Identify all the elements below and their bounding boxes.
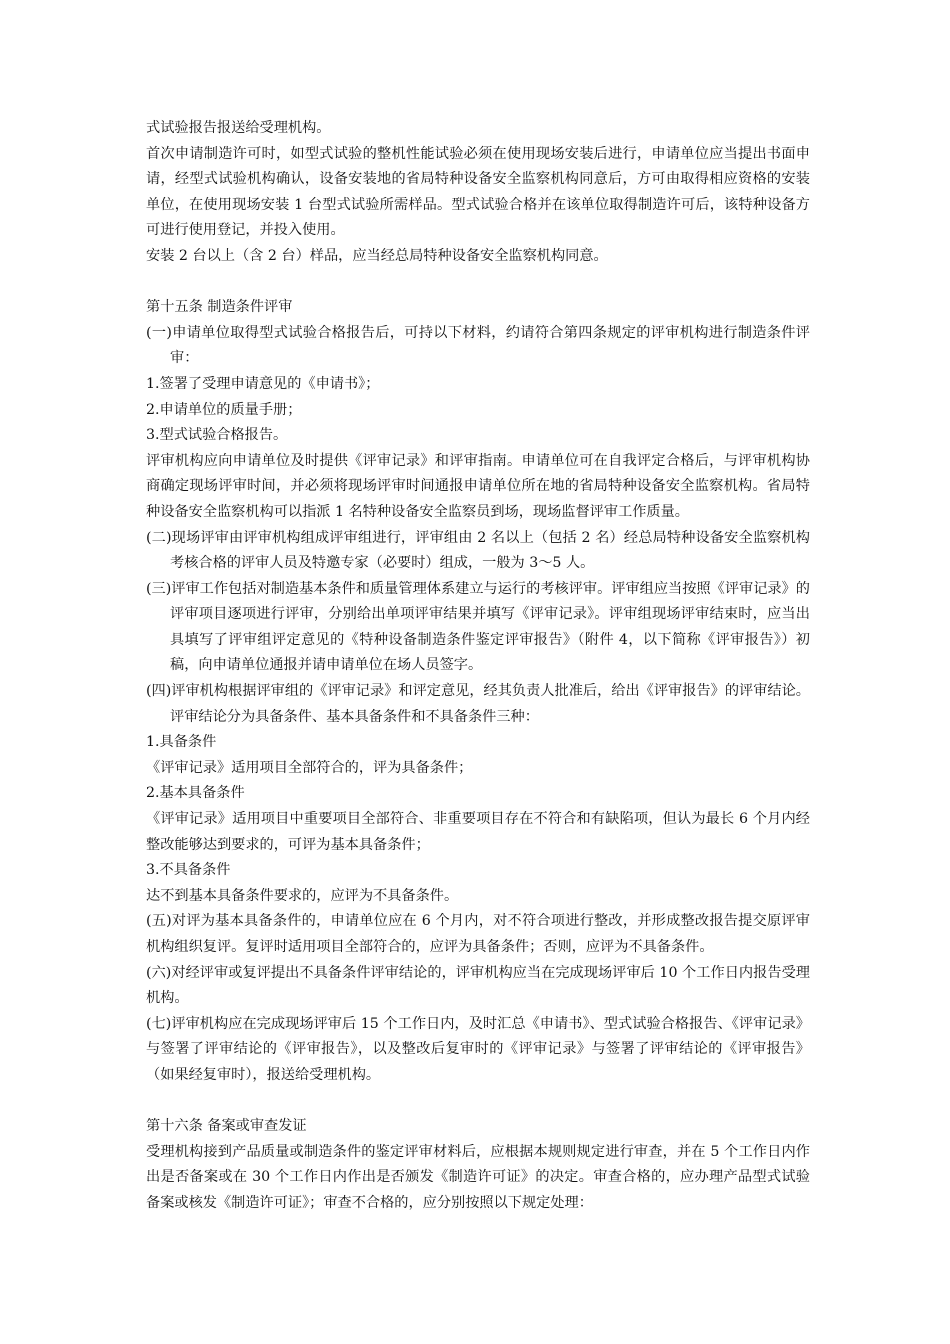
document-body [146, 116, 810, 1217]
article-15-item-2: (二)现场评审由评审机构组成评审组进行，评审组由 2 名以上（包括 2 名）经总局特种设备安全监察机构考核合格的评审人员及特邀专家（必要时）组成，一般为 3～5 人。 [146, 529, 810, 572]
article-15-material-3: 3.型式试验合格报告。 [146, 427, 288, 444]
conclusion-qualified-text: 《评审记录》适用项目全部符合的，评为具备条件； [146, 759, 473, 776]
paragraph-continuation: 式试验报告报送给受理机构。 [146, 120, 331, 136]
conclusion-unqualified-text: 达不到基本具备条件要求的，应评为不具备条件。 [146, 887, 459, 904]
conclusion-basic-title: 2.基本具备条件 [146, 785, 245, 802]
conclusion-unqualified-title: 3.不具备条件 [146, 862, 231, 879]
article-15-item-4: (四)评审机构根据评审组的《评审记录》和评定意见，经其负责人批准后，给出《评审报告》的评审结论。评审结论分为具备条件、基本具备条件和不具备条件三种： [146, 683, 810, 725]
article-15-item-1: (一)申请单位取得型式试验合格报告后，可持以下材料，约请符合第四条规定的评审机构进行制造条件评审： [146, 324, 810, 367]
article-15-material-1: 1.签署了受理申请意见的《申请书》； [146, 375, 380, 392]
conclusion-qualified-title: 1.具备条件 [146, 734, 217, 751]
article-15-item-6: (六)对经评审或复评提出不具备条件评审结论的，评审机构应当在完成现场评审后 10 个工作日内报告受理机构。 [146, 964, 810, 1007]
conclusion-basic-text: 《评审记录》适用项目中重要项目全部符合、非重要项目存在不符合和有缺陷项，但认为最长 6 个月内经整改能够达到要求的，可评为基本具备条件； [146, 811, 810, 853]
section-gap [146, 1089, 810, 1115]
paragraph-first-application: 首次申请制造许可时，如型式试验的整机性能试验必须在使用现场安装后进行，申请单位应当提出书面申请，经型式试验机构确认，设备安装地的省局特种设备安全监察机构同意后，方可由取得相应资格的安装单位，在使用现场安装 1 台型式试验所需样品。型式试验合格并在该单位取得制造许可后，该特种设备方可进行使用登记，并投入使用。 [146, 145, 810, 239]
article-15-item-3: (三)评审工作包括对制造基本条件和质量管理体系建立与运行的考核评审。评审组应当按照《评审记录》的评审项目逐项进行评审，分别给出单项评审结果并填写《评审记录》。评审组现场评审结束时，应当出具填写了评审组评定意见的《特种设备制造条件鉴定评审报告》（附件 4，以下简称《评审报告》）初稿，向申请单位通报并请申请单位在场人员签字。 [146, 580, 810, 674]
article-15-material-2: 2.申请单位的质量手册； [146, 401, 302, 418]
article-16-heading: 第十六条 备案或审查发证 [146, 1118, 307, 1135]
paragraph-multiple-installation: 安装 2 台以上（含 2 台）样品，应当经总局特种设备安全监察机构同意。 [146, 247, 608, 264]
section-gap [146, 270, 810, 296]
article-16-text: 受理机构接到产品质量或制造条件的鉴定评审材料后，应根据本规则规定进行审查，并在 5 个工作日内作出是否备案或在 30 个工作日内作出是否颁发《制造许可证》的决定。审查合格的，应办理产品型式试验备案或核发《制造许可证》；审查不合格的，应分别按照以下规定处理： [146, 1143, 810, 1211]
article-15-item-5: (五)对评为基本具备条件的，申请单位应在 6 个月内，对不符合项进行整改，并形成整改报告提交原评审机构组织复评。复评时适用项目全部符合的，应评为具备条件；否则，应评为不具备条件。 [146, 913, 810, 955]
article-15-review-guidance: 评审机构应向申请单位及时提供《评审记录》和评审指南。申请单位可在自我评定合格后，与评审机构协商确定现场评审时间，并必须将现场评审时间通报申请单位所在地的省局特种设备安全监察机构。省局特种设备安全监察机构可以指派 1 名特种设备安全监察员到场，现场监督评审工作质量。 [146, 452, 810, 520]
article-15-item-7: (七)评审机构应在完成现场评审后 15 个工作日内，及时汇总《申请书》、型式试验合格报告、《评审记录》与签署了评审结论的《评审报告》，以及整改后复审时的《评审记录》与签署了评审结论的《评审报告》（如果经复审时），报送给受理机构。 [146, 1015, 810, 1083]
article-15-heading: 第十五条 制造条件评审 [146, 299, 293, 316]
